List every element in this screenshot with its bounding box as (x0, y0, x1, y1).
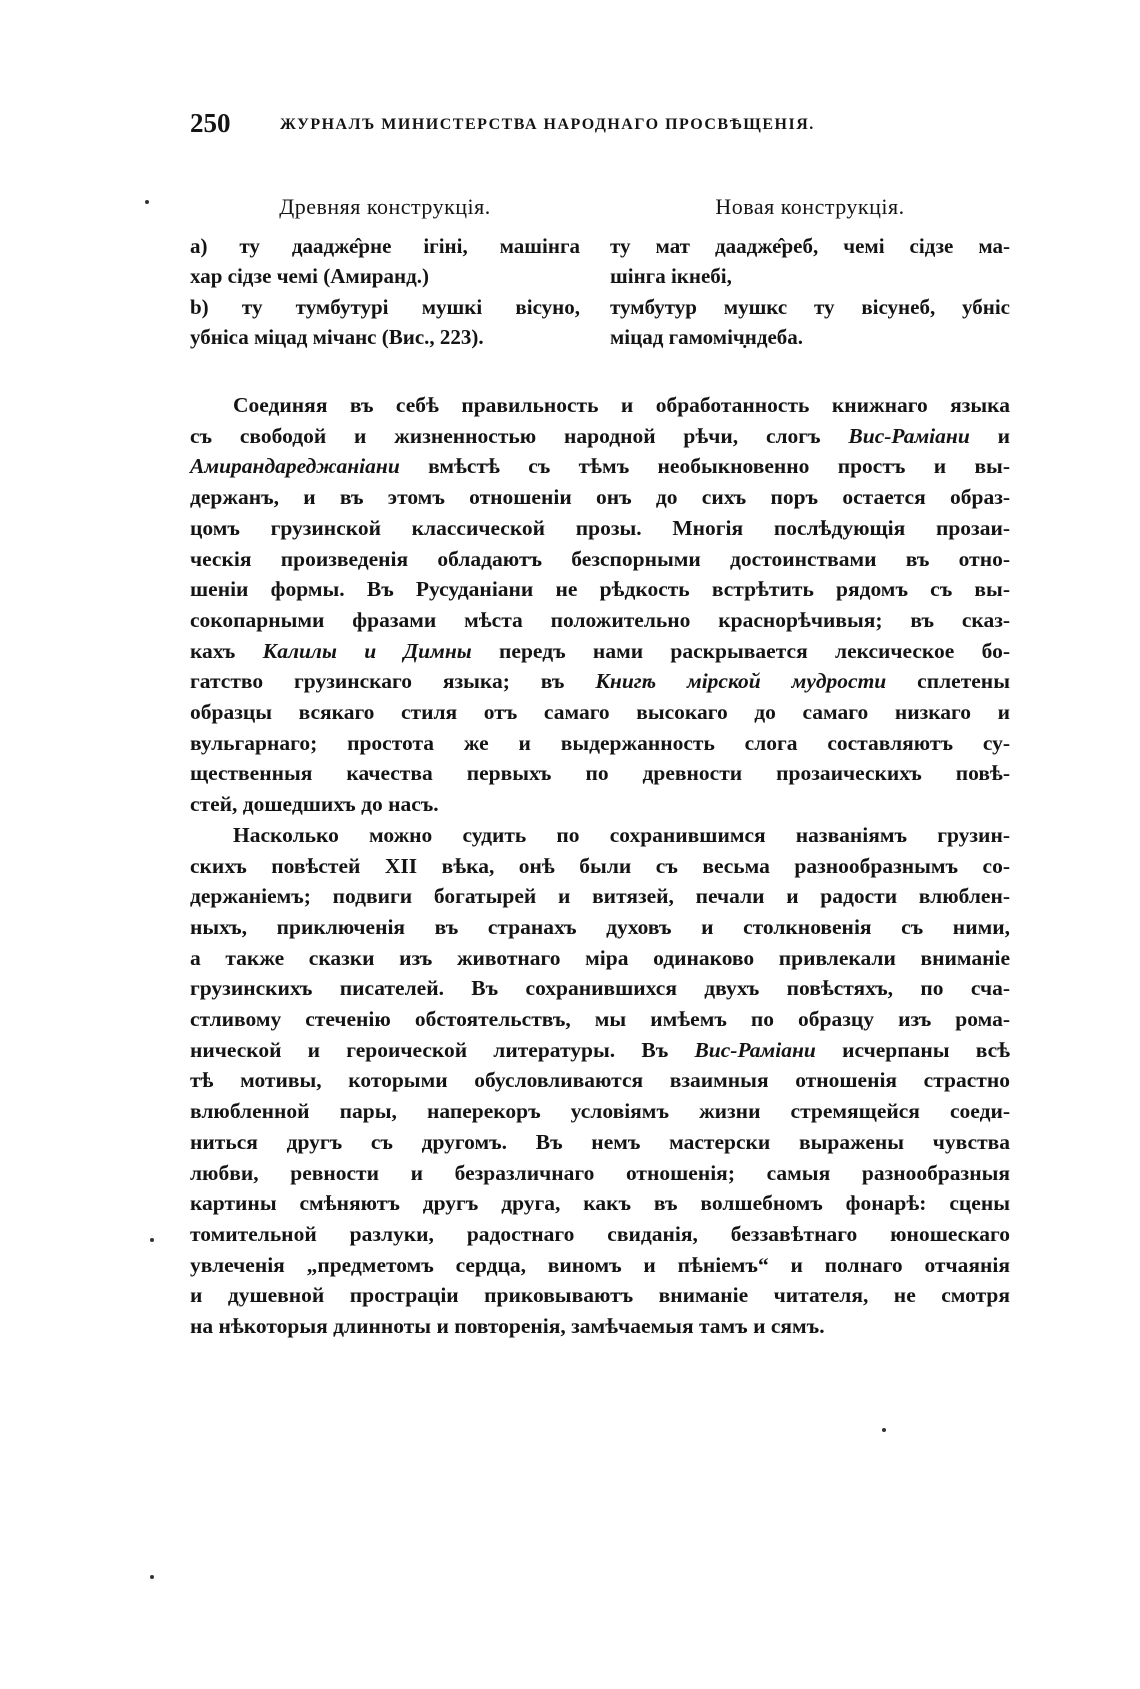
text-line: цомъ грузинской классической прозы. Многія послѣдующія прозаи- (190, 515, 1010, 540)
title-vis-ramiani: Вис-Раміани (848, 423, 970, 448)
example-line: хар сідзе чемі (Амиранд.) (190, 264, 429, 288)
scan-speck (882, 1428, 886, 1432)
body-text (190, 390, 1010, 1342)
text-line: томительной разлуки, радостнаго свиданія, беззавѣтнаго юношескаго (190, 1221, 1010, 1246)
text-run: гатство грузинскаго языка; въ (190, 669, 565, 694)
text-line: Соединяя въ себѣ правильность и обработанность книжнаго языка (233, 393, 1010, 417)
scan-speck (150, 1575, 154, 1579)
text-line: ниться другъ съ другомъ. Въ немъ мастерски выражены чувства (190, 1129, 1010, 1154)
text-line (190, 1035, 1010, 1066)
text-line: щественныя качества первыхъ по древности прозаическихъ повѣ- (190, 761, 1010, 786)
example-line: тумбутур мушкс ту вісунеб, убніс (610, 294, 1010, 319)
text-line (190, 451, 1010, 482)
text-line: картины смѣняютъ другъ друга, какъ въ волшебномъ фонарѣ: сцены (190, 1191, 1010, 1216)
example-line: ту мат даадже̂реб, чемі сідзе ма- (610, 233, 1010, 258)
text-run: передъ нами раскрывается лексическое бо- (499, 638, 1010, 663)
text-line: стливому стеченію обстоятельствъ, мы имѣемъ по образцу изъ рома- (190, 1007, 1010, 1032)
page-header (190, 108, 1000, 148)
text-line: шеніи формы. Въ Русуданіани не рѣдкость встрѣтить рядомъ съ вы- (190, 577, 1010, 602)
title-amirandarejaniani: Амирандареджаніани (190, 454, 400, 479)
paragraph-1 (190, 390, 1010, 820)
text-line: вульгарнаго; простота же и выдержанность слога составляютъ су- (190, 730, 1010, 755)
text-run: съ свободой и жизненностью народной рѣчи, слогъ (190, 423, 821, 448)
text-line: держаніемъ; подвиги богатырей и витязей, печали и радости влюблен- (190, 884, 1010, 909)
example-line: міцад гамоміч̣ндеба. (610, 325, 804, 349)
text-line: на нѣкоторыя длинноты и повторенія, замѣчаемыя тамъ и сямъ. (190, 1314, 825, 1339)
text-line: и душевной прострацiи приковываютъ вниманіе читателя, не смотря (190, 1283, 1010, 1308)
text-line: образцы всякаго стиля отъ самаго высокаго до самаго низкаго и (190, 700, 1010, 725)
example-line: шінга ікнебі, (610, 264, 732, 288)
text-line: скихъ повѣстей XII вѣка, онѣ были съ весьма разнообразнымъ со- (190, 853, 1010, 878)
new-construction-column (610, 192, 1010, 353)
scan-speck (150, 1238, 154, 1242)
column-title-ancient: Древняя конструкція. (279, 194, 491, 219)
text-line: держанъ, и въ этомъ отношеніи онъ до сихъ поръ остается образ- (190, 485, 1010, 510)
text-line: сокопарными фразами мѣста положительно краснорѣчивыя; въ сказ- (190, 607, 1010, 632)
title-book-of-worldly-wisdom: Книгѣ мірской мудрости (595, 669, 887, 694)
title-vis-ramiani: Вис-Раміани (694, 1037, 816, 1062)
text-line: любви, ревности и безразличнаго отношенія; самыя разнообразныя (190, 1160, 1010, 1185)
example-line: a) ту даадже̂рне ігіні, машінга (190, 233, 580, 258)
text-line: стей, дошедшихъ до насъ. (190, 792, 439, 817)
text-line (190, 666, 1010, 697)
text-line: ныхъ, приключенія въ странахъ духовъ и столкновенія съ ними, (190, 914, 1010, 939)
text-line (190, 421, 1010, 452)
title-kalila-dimna: Калилы и Димны (262, 638, 472, 663)
column-title-new: Новая конструкція. (715, 194, 905, 219)
text-line: влюбленной пары, наперекоръ условіямъ жизни стремящейся соеди- (190, 1099, 1010, 1124)
scan-speck (145, 200, 149, 204)
text-line: Насколько можно судить по сохранившимся названіямъ грузин- (233, 822, 1010, 847)
text-line: а также сказки изъ животнаго міра одинаково привлекали вниманіе (190, 945, 1010, 970)
text-run: сплетены (917, 669, 1010, 694)
paragraph-2 (190, 820, 1010, 1342)
text-line: увлеченія „предметомъ сердца, виномъ и пѣніемъ“ и полнаго отчаянія (190, 1252, 1010, 1277)
example-line: b) ту тумбутурі мушкі вісуно, (190, 294, 580, 319)
page-number: 250 (190, 108, 231, 138)
text-run: и (997, 423, 1010, 448)
running-title: ЖУРНАЛЪ МИНИСТЕРСТВА НАРОДНАГО ПРОСВѢЩЕНІЯ. (280, 116, 815, 133)
example-line: убніса міцад мічанс (Вис., 223). (190, 325, 484, 349)
ancient-construction-column (190, 192, 580, 353)
text-line: грузинскихъ писателей. Въ сохранившихся двухъ повѣстяхъ, по сча- (190, 976, 1010, 1001)
text-line: тѣ мотивы, которыми обусловливаются взаимныя отношенія страстно (190, 1068, 1010, 1093)
text-run: нической и героической литературы. Въ (190, 1037, 669, 1062)
text-line: ческія произведенія обладаютъ безспорными достоинствами въ отно- (190, 546, 1010, 571)
text-line (190, 636, 1010, 667)
text-run: кахъ (190, 638, 236, 663)
text-run: исчерпаны всѣ (842, 1037, 1011, 1062)
text-run: вмѣстѣ съ тѣмъ необыкновенно простъ и вы- (428, 454, 1010, 479)
